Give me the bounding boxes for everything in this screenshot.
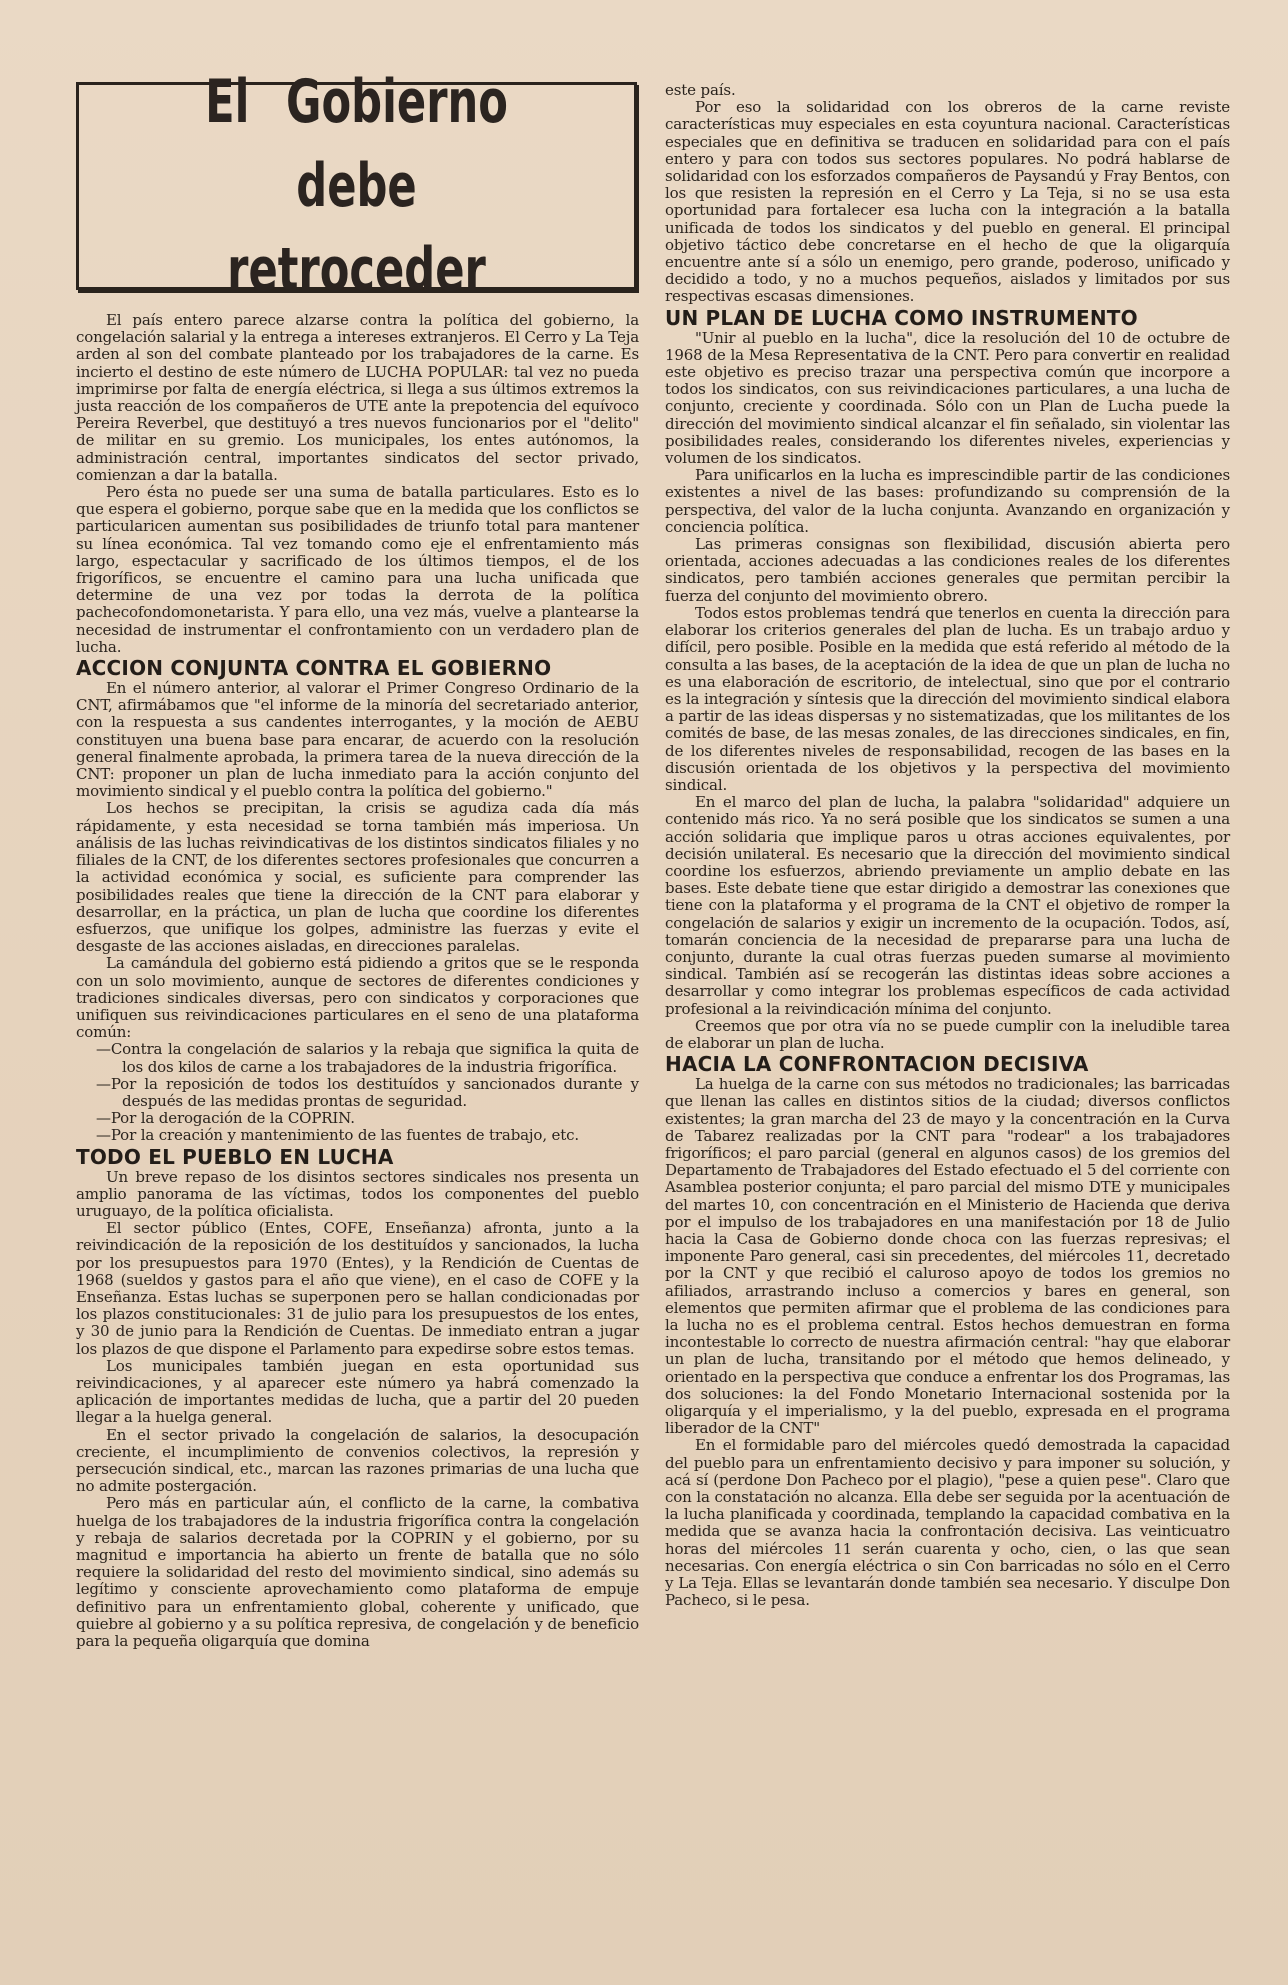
left-column — [76, 312, 639, 1650]
paragraph: Para unificarlos en la lucha es imprescindible partir de las condiciones existentes a nivel de las bases: profundizando su comprensión de la perspectiva, del valor de la lucha conjunta. Avanzando en organización y conciencia política. — [665, 466, 1230, 536]
paragraph: En el marco del plan de lucha, la palabra "solidaridad" adquiere un contenido más rico. Ya no será posible que los sindicatos se sumen a una acción solidaria que implique paros u otras acciones equivalentes, por decisión unilateral. Es necesario que la dirección del movimiento sindical coordine los esfuerzos, abriendo previamente un amplio debate en las bases. Este debate tiene que estar dirigido a demostrar las conexiones que tiene con la plataforma y el programa de la CNT el objetivo de romper la congelación de salarios y exigir un incremento de la ocupación. Todos, así, tomarán conciencia de la necesidad de prepararse para una lucha de conjunto, durante la cual otras fuerzas pueden sumarse al movimiento sindical. También así se recogerán las distintas ideas sobre acciones a desarrollar y como integrar los problemas específicos de cada actividad profesional a la reivindicación mínima del conjunto. — [665, 793, 1230, 1018]
paragraph: El sector público (Entes, COFE, Enseñanza) afronta, junto a la reivindicación de la reposición de los destituídos y sancionados, la lucha por los presupuestos para 1970 (Entes), y la Rendición de Cuentas de 1968 (sueldos y gastos para el año que viene), en el caso de COFE y la Enseñanza. Estas luchas se superponen pero se hallan condicionadas por los plazos constitucionales: 31 de julio para los presupuestos de los entes, y 30 de junio para la Rendición de Cuentas. De inmediato entran a jugar los plazos de que dispone el Parlamento para expedirse sobre estos temas. — [76, 1219, 639, 1358]
section-heading-accion-conjunta: ACCION CONJUNTA CONTRA EL GOBIERNO — [76, 656, 552, 681]
section-heading-confrontacion: HACIA LA CONFRONTACION DECISIVA — [665, 1052, 1089, 1077]
paragraph: Creemos que por otra vía no se puede cumplir con la ineludible tarea de elaborar un plan de lucha. — [665, 1016, 1230, 1052]
paragraph: Todos estos problemas tendrá que tenerlos en cuenta la dirección para elaborar los criterios generales del plan de lucha. Es un trabajo arduo y difícil, pero posible. Posible en la medida que está referido al método de la consulta a las bases, de la aceptación de la idea de que un plan de lucha no es una elaboración de escritorio, de intelectual, sino que por el contrario es la integración y síntesis que la dirección del movimiento sindical elabora a partir de las ideas dispersas y no sistematizadas, que los militantes de los comités de base, de las mesas zonales, de las direcciones sindicales, en fin, de los diferentes niveles de responsabilidad, recogen de las bases en la discusión orientada de los objetivos y la perspectiva del movimiento sindical. — [665, 603, 1231, 794]
section-heading-todo-el-pueblo: TODO EL PUEBLO EN LUCHA — [76, 1144, 394, 1169]
continuation-fragment: este país. — [665, 81, 736, 99]
intro-paragraph-2: Pero ésta no puede ser una suma de batalla particulares. Esto es lo que espera el gobierno, porque sabe que en la medida que los conflictos se particularicen aumentan sus posibilidades de triunfo total para mantener su línea económica. Tal vez tomando como eje el enfrentamiento más largo, espectacular y sacrificado de los últimos tiempos, el de los frigoríficos, se encuentre el camino para una lucha unificada que determine de una vez por todas la derrota de la política pachecofondomonetarista. Y para ello, una vez más, vuelve a plantearse la necesidad de instrumentar el confrontamiento con un verdadero plan de lucha. — [76, 483, 639, 656]
headline-box — [76, 67, 637, 305]
paragraph: Los hechos se precipitan, la crisis se agudiza cada día más rápidamente, y esta necesidad se torna también más imperiosa. Un análisis de las luchas reivindicativas de los distintos sindicatos filiales y no filiales de la CNT, de los diferentes sectores profesionales que concurren a la actividad económica y social, es suficiente para comprender las posibilidades reales que tiene la dirección de la CNT para elaborar y desarrollar, en la práctica, un plan de lucha que coordine los diferentes esfuerzos, que unifique los golpes, administre las fuerzas y evite el desgaste de las acciones aisladas, en direcciones paralelas. — [76, 799, 639, 956]
list-item: —Por la derogación de la COPRIN. — [96, 1109, 355, 1128]
section-heading-plan-de-lucha: UN PLAN DE LUCHA COMO INSTRUMENTO — [665, 305, 1138, 330]
paragraph: Por eso la solidaridad con los obreros de la carne reviste características muy especiales en esta coyuntura nacional. Características especiales que en definitiva se traducen en solidaridad para con el país entero y para con todos sus sectores populares. No podrá hablarse de solidaridad con los esforzados compañeros de Paysandú y Fray Bentos, con los que resisten la represión en el Cerro y La Teja, si no se usa esta oportunidad para fortalecer esa lucha con la integración a la batalla unificada de todos los sindicatos y del pueblo en general. El principal objetivo táctico debe concretarse en el hecho de que la oligarquía encuentre ante sí a sólo un enemigo, pero grande, poderoso, unificado y decidido a todo, y no a muchos pequeños, aislados y limitados por sus respectivas escasas dimensiones. — [665, 98, 1230, 306]
list-item: —Por la creación y mantenimiento de las fuentes de trabajo, etc. — [96, 1126, 580, 1145]
list-item: —Por la reposición de todos los destituídos y sancionados durante y después de las medidas prontas de seguridad. — [96, 1074, 639, 1110]
list-item: —Contra la congelación de salarios y la rebaja que significa la quita de los dos kilos de carne a los trabajadores de la industria frigorífica. — [96, 1040, 639, 1076]
paragraph: En el formidable paro del miércoles quedó demostrada la capacidad del pueblo para un enfrentamiento decisivo y para imponer su solución, y acá sí (perdone Don Pacheco por el plagio), "pese a quien pese". Claro que con la constatación no alcanza. Ella debe ser seguida por la acentuación de la lucha planificada y coordinada, templando la capacidad combativa en la medida que se avanza hacia la confrontación decisiva. Las veinticuatro horas del miércoles 11 serán cuarenta y ocho, cien, o las que sean necesarias. Con energía eléctrica o sin Con barricadas no sólo en el Cerro y La Teja. Ellas se levantarán donde también sea necesario. Y disculpe Don Pacheco, si le pesa. — [665, 1436, 1230, 1610]
paragraph: En el sector privado la congelación de salarios, la desocupación creciente, el incumplimiento de convenios colectivos, la represión y persecución sindical, etc., marcan las razones primarias de una lucha que no admite postergación. — [76, 1425, 639, 1496]
paragraph: Los municipales también juegan en esta oportunidad sus reivindicaciones, y al aparecer este número ya habrá comenzado la aplicación de importantes medidas de lucha, que a partir del 20 pueden llegar a la huelga general. — [76, 1356, 639, 1427]
paragraph: "Unir al pueblo en la lucha", dice la resolución del 10 de octubre de 1968 de la Mesa Representativa de la CNT. Pero para convertir en realidad este objetivo es preciso trazar una perspectiva común que incorpore a todos los sindicatos, con sus reivindicaciones particulares, a una lucha de conjunto, creciente y coordinada. Sólo con un Plan de Lucha puede la dirección del movimiento sindical alcanzar el fin señalado, sin violentar las posibilidades reales, considerando los diferentes niveles, experiencias y volumen de los sindicatos. — [665, 328, 1230, 468]
paragraph: En el número anterior, al valorar el Primer Congreso Ordinario de la CNT, afirmábamos que "el informe de la minoría del secretariado anterior, con la respuesta a sus candentes interrogantes, y la moción de AEBU constituyen una buena base para encarar, de acuerdo con la resolución general finalmente aprobada, la primera tarea de la nueva dirección de la CNT: proponer un plan de lucha inmediato para la acción conjunto del movimiento sindical y el pueblo contra la política del gobierno." — [76, 679, 639, 801]
paragraph: Pero más en particular aún, el conflicto de la carne, la combativa huelga de los trabajadores de la industria frigorífica contra la congelación y rebaja de salarios decretada por la COPRIN y el gobierno, por su magnitud e importancia ha abierto un frente de batalla que no sólo requiere la solidaridad del resto del movimiento sindical, sino además su legítimo y consciente aprovechamiento como plataforma de empuje definitivo para un enfrentamiento global, coherente y unificado, que quiebre al gobierno y a su política represiva, de congelación y de beneficio para la pequeña oligarquía que domina — [76, 1494, 639, 1651]
paragraph: Un breve repaso de los disintos sectores sindicales nos presenta un amplio panorama de las víctimas, todos los componentes del pueblo uruguayo, de la política oficialista. — [76, 1167, 639, 1220]
demands-list — [76, 1041, 639, 1144]
paragraph: La huelga de la carne con sus métodos no tradicionales; las barricadas que llenan las calles en distintos sitios de la ciudad; diversos conflictos existentes; la gran marcha del 23 de mayo y la concentración en la Curva de Tabarez realizadas por la CNT para "rodear" a los trabajadores frigoríficos; el paro parcial (general en algunos casos) de los gremios del Departamento de Trabajadores del Estado efectuado el 5 del corriente con Asamblea posterior conjunta; el paro parcial del mismo DTE y municipales del martes 10, con concentración en el Ministerio de Hacienda que deriva por el impulso de los trabajadores en una manifestación por 18 de Julio hacia la Casa de Gobierno donde choca con las fuerzas represivas; el imponente Paro general, casi sin precedentes, del miércoles 11, decretado por la CNT y que recibió el caluroso apoyo de todos los gremios no afiliados, arrastrando incluso a comercios y bares en general, son elementos que permiten afirmar que el problema de las condiciones para la lucha no es el problema central. Estos hechos demuestran en forma incontestable lo correcto de nuestra afirmación central: "hay que elaborar un plan de lucha, transitando por el método que hemos delineado, y orientado en la perspectiva que conduce a enfrentar los dos Programas, las dos soluciones: la del Fondo Monetario Internacional sostenida por la oligarquía y el imperialismo, y la del pueblo, expresada en el programa liberador de la CNT" — [665, 1075, 1230, 1438]
headline: El Gobierno debe retroceder — [205, 67, 508, 305]
paragraph: La camándula del gobierno está pidiendo a gritos que se le responda con un solo movimiento, aunque de sectores de diferentes condiciones y tradiciones sindicales diversas, pero con sindicatos y corporaciones que unifiquen sus reivindicaciones particulares en el seno de una plataforma común: — [76, 954, 639, 1042]
paragraph: Las primeras consignas son flexibilidad, discusión abierta pero orientada, acciones adecuadas a las condiciones reales de los diferentes sindicatos, pero también acciones generales que permitan percibir la fuerza del conjunto del movimiento obrero. — [665, 535, 1230, 605]
intro-paragraph-1: El país entero parece alzarse contra la política del gobierno, la congelación salarial y la entrega a intereses extranjeros. El Cerro y La Teja arden al son del combate planteado por los trabajadores de la carne. Es incierto el destino de este número de LUCHA POPULAR: tal vez no pueda imprimirse por falta de energía eléctrica, si llega a sus últimos extremos la justa reacción de los compañeros de UTE ante la prepotencia del equívoco Pereira Reverbel, que destituyó a tres nuevos funcionarios por el "delito" de militar en su gremio. Los municipales, los entes autónomos, la administración central, importantes sindicatos del sector privado, comienzan a dar la batalla. — [76, 311, 639, 484]
right-column — [665, 82, 1230, 1609]
